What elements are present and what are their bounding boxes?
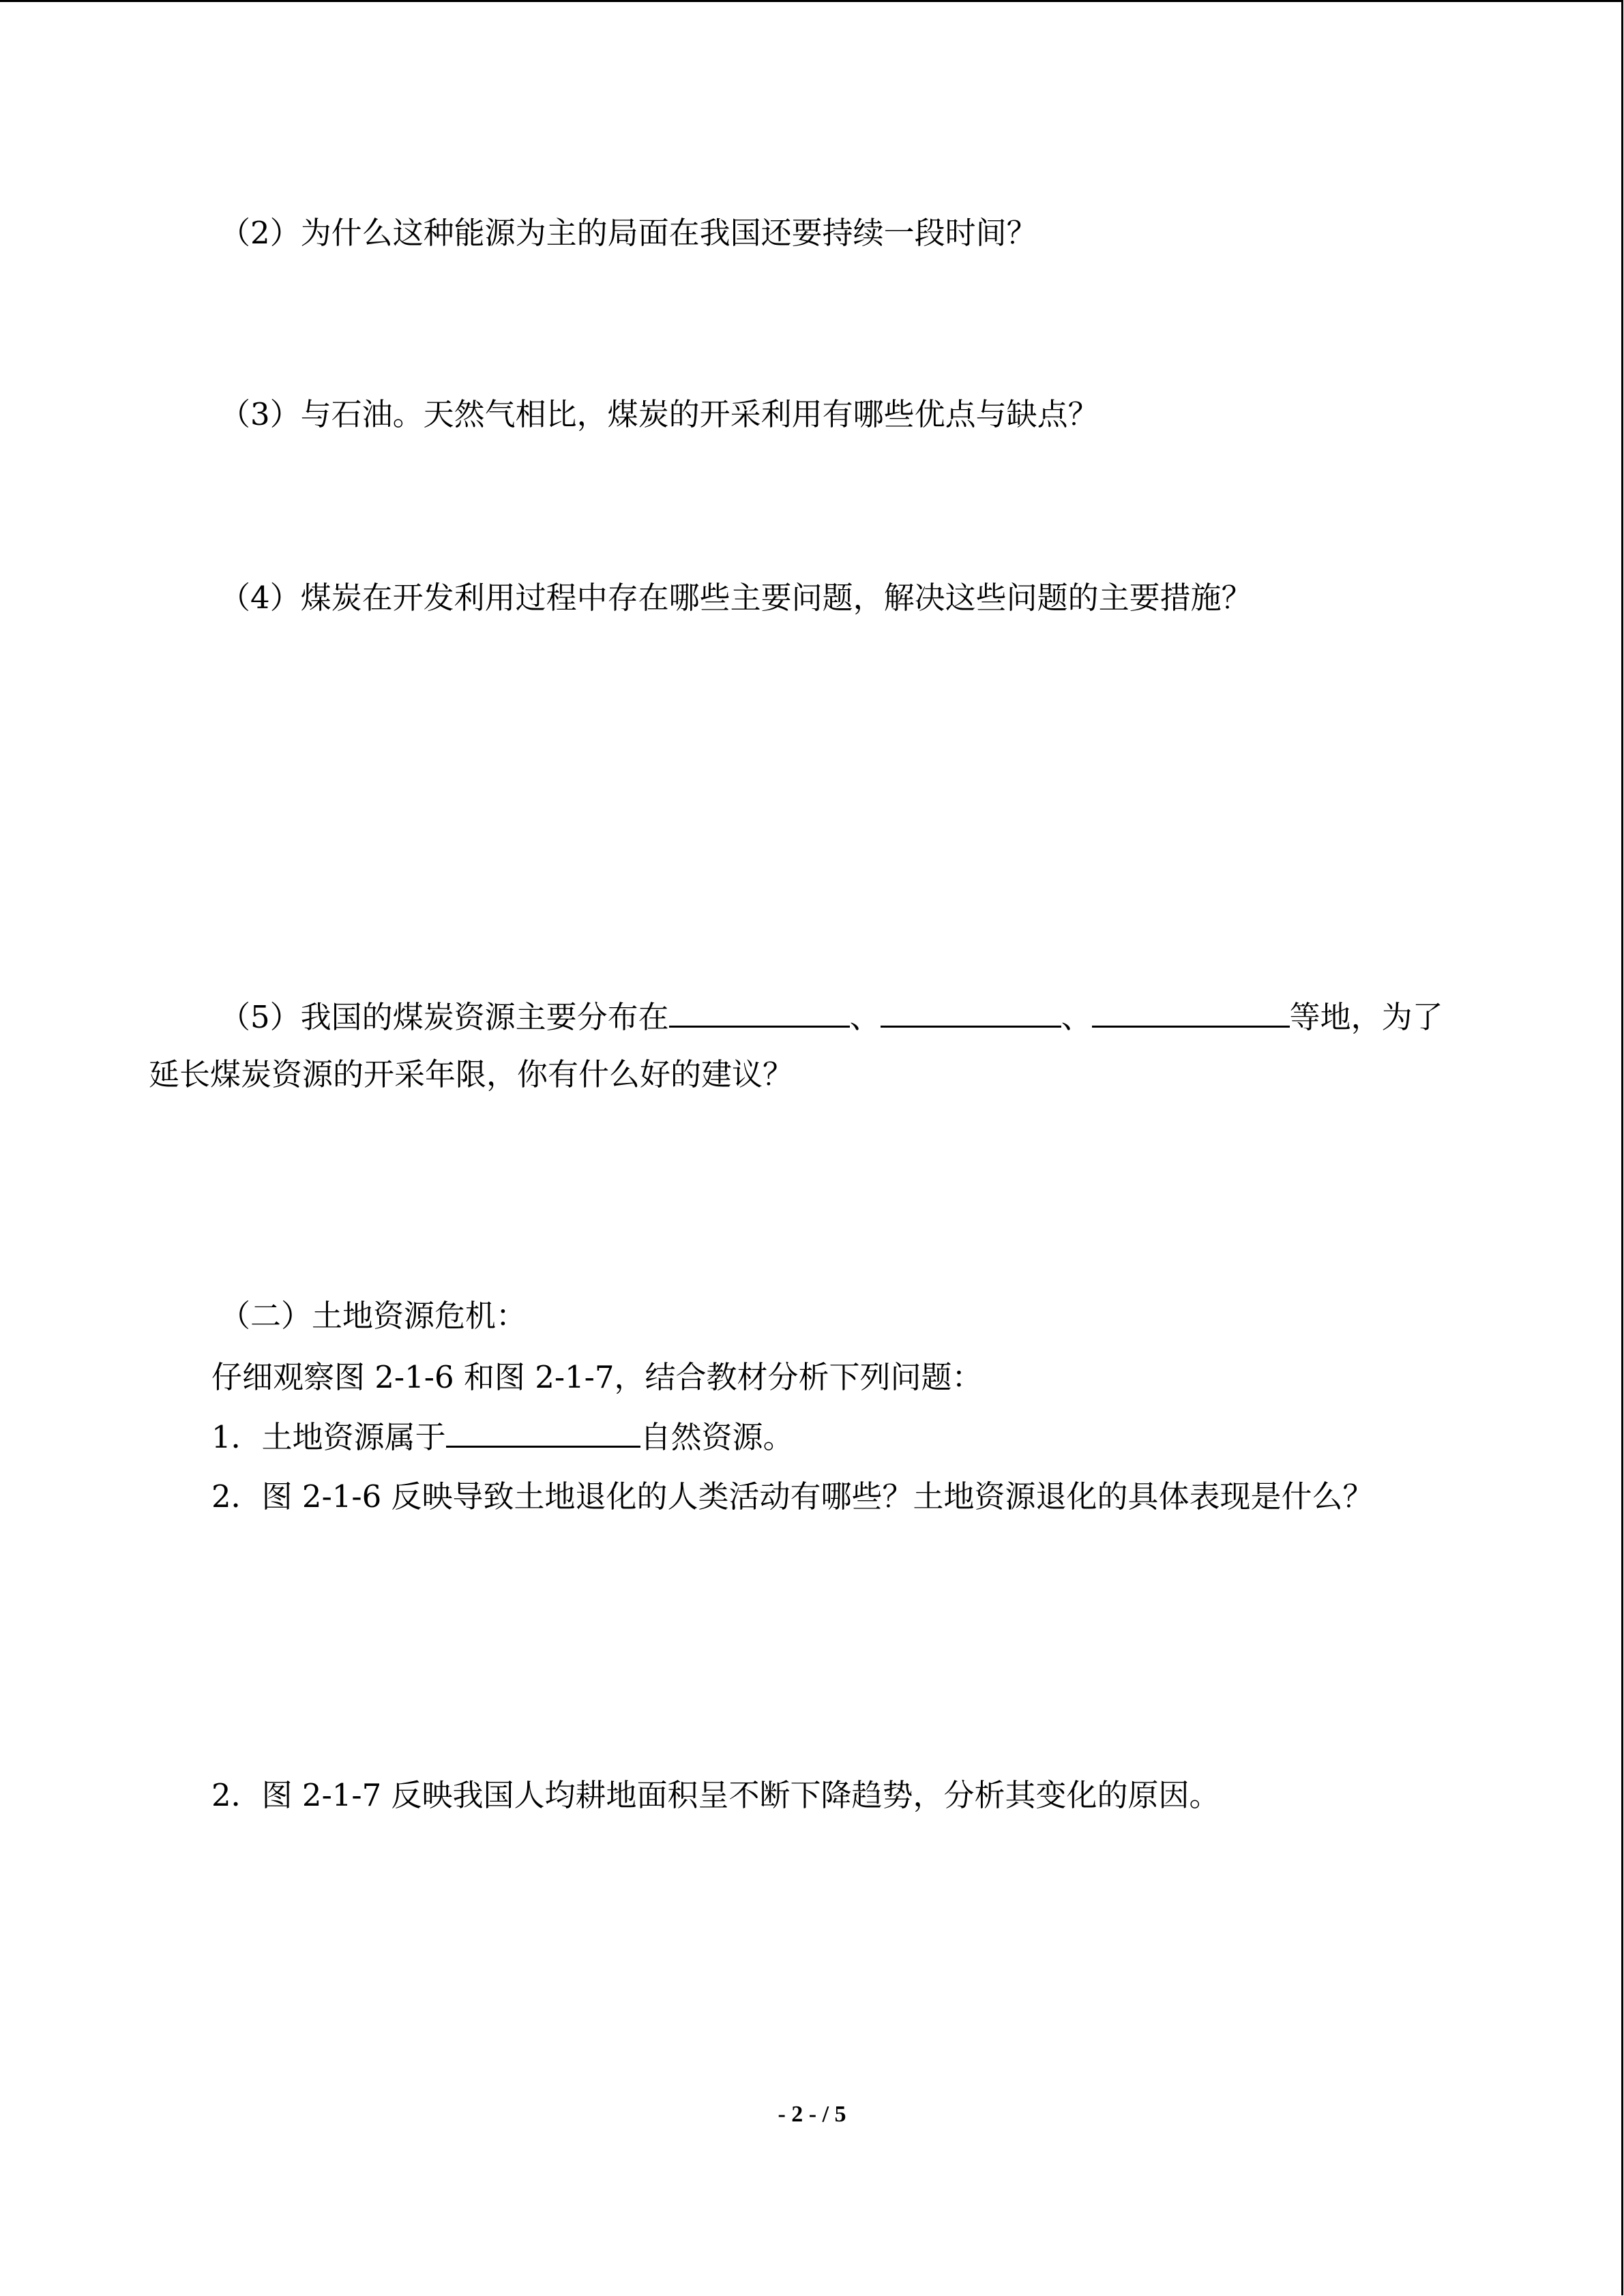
answer-blank-3[interactable]	[1092, 996, 1290, 1028]
answer-blank-1[interactable]	[669, 996, 850, 1028]
separator: 、	[1061, 999, 1092, 1035]
item-2b: 2．图 2-1-7 反映我国人均耕地面积呈不断下降趋势，分析其变化的原因。	[211, 1777, 1220, 1813]
item-1-prefix: 1．土地资源属于	[211, 1419, 446, 1455]
question-5-line-1	[220, 996, 1443, 1038]
question-2: （2）为什么这种能源为主的局面在我国还要持续一段时间？	[220, 215, 1037, 251]
item-1	[211, 1416, 794, 1458]
question-4: （4）煤炭在开发利用过程中存在哪些主要问题，解决这些问题的主要措施？	[220, 580, 1252, 616]
question-5-line-2: 延长煤炭资源的开采年限，你有什么好的建议？	[149, 1056, 794, 1092]
item-1-suffix: 自然资源。	[640, 1419, 794, 1455]
question-3: （3）与石油。天然气相比，煤炭的开采利用有哪些优点与缺点？	[220, 396, 1099, 432]
question-5-suffix: 等地，为了	[1289, 999, 1443, 1035]
answer-blank-4[interactable]	[446, 1416, 640, 1448]
question-5-prefix: （5）我国的煤炭资源主要分布在	[220, 999, 669, 1035]
page-number: - 2 - / 5	[778, 2102, 846, 2127]
section-intro: 仔细观察图 2-1-6 和图 2-1-7，结合教材分析下列问题：	[211, 1359, 983, 1395]
item-2a: 2．图 2-1-6 反映导致土地退化的人类活动有哪些？土地资源退化的具体表现是什么？	[211, 1478, 1374, 1515]
section-title: （二）土地资源危机：	[220, 1298, 527, 1334]
answer-blank-2[interactable]	[881, 996, 1061, 1028]
separator: 、	[849, 999, 881, 1035]
